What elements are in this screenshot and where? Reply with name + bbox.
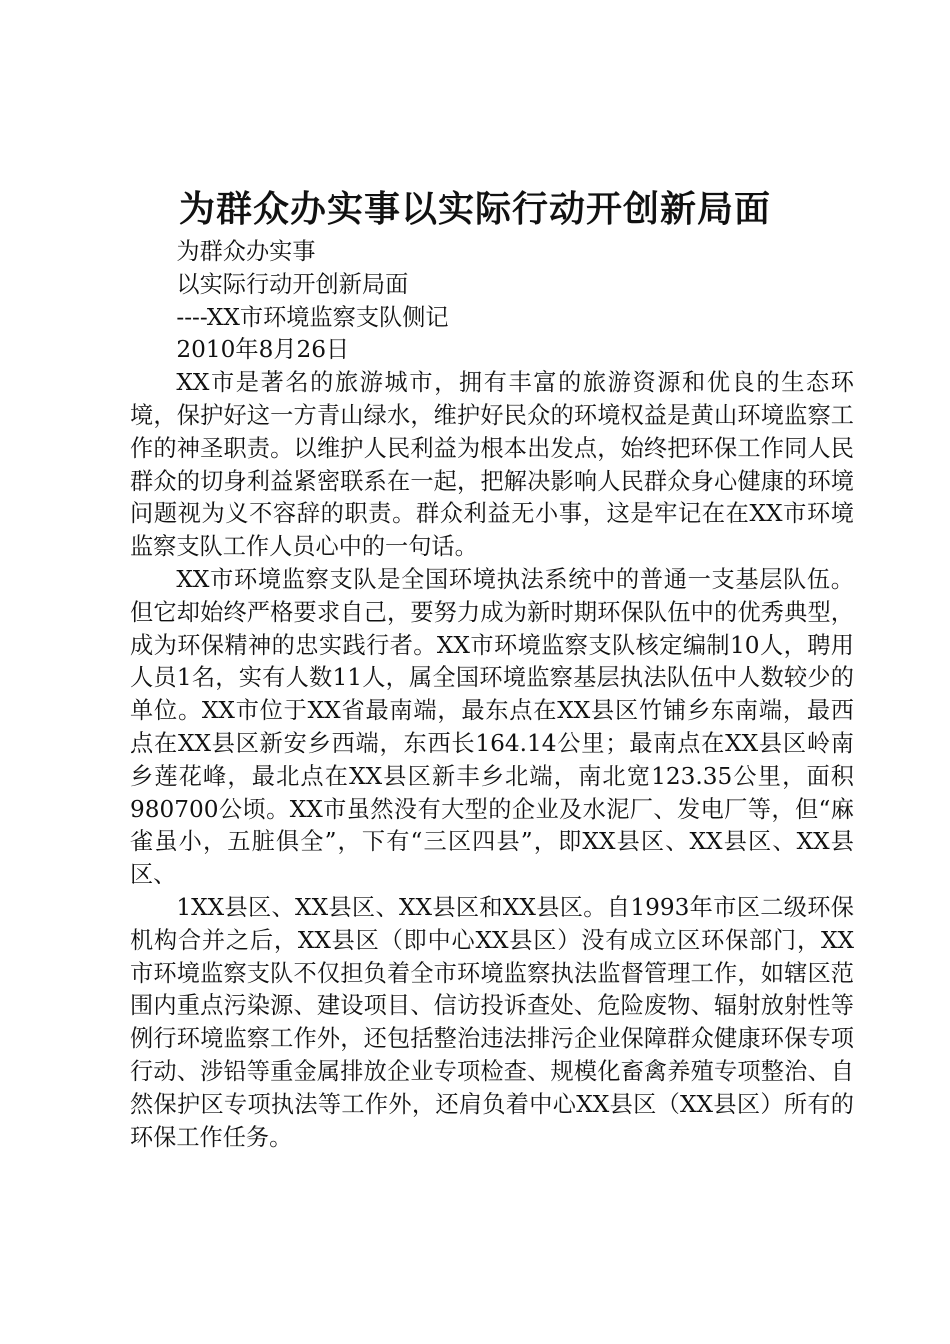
paragraph: XX市环境监察支队是全国环境执法系统中的普通一支基层队伍。但它却始终严格要求自己，要努力成为新时期环保队伍中的优秀典型，成为环保精神的忠实践行者。XX市环境监察支队核定编制10人，聘用人员1名，实有人数11人，属全国环境监察基层执法队伍中人数较少的单位。XX市位于XX省最南端，最东点在XX县区竹铺乡东南端，最西点在XX县区新安乡西端，东西长164.14公里；最南点在XX县区岭南乡莲花峰，最北点在XX县区新丰乡北端，南北宽123.35公里，面积980700公顷。XX市虽然没有大型的企业及水泥厂、发电厂等，但“麻雀虽小，五脏俱全”，下有“三区四县”，即XX县区、XX县区、XX县区、	[130, 565, 854, 889]
byline: ----XX市环境监察支队侧记	[176, 303, 449, 331]
subtitle-line: 为群众办实事	[176, 238, 316, 265]
paragraph: 1XX县区、XX县区、XX县区和XX县区。自1993年市区二级环保机构合并之后，XX县区（即中心XX县区）没有成立区环保部门，XX市环境监察支队不仅担负着全市环境监察执法监督管理工作，如辖区范围内重点污染源、建设项目、信访投诉查处、危险废物、辐射放射性等例行环境监察工作外，还包括整治违法排污企业保障群众健康环保专项行动、涉铅等重金属排放企业专项检查、规模化畜禽养殖专项整治、自然保护区专项执法等工作外，还肩负着中心XX县区（XX县区）所有的环保工作任务。	[130, 893, 854, 1151]
date-line: 2010年8月26日	[176, 336, 350, 364]
paragraph: XX市是著名的旅游城市，拥有丰富的旅游资源和优良的生态环境，保护好这一方青山绿水，维护好民众的环境权益是黄山环境监察工作的神圣职责。以维护人民利益为根本出发点，始终把环保工作同人民群众的切身利益紧密联系在一起，把解决影响人民群众身心健康的环境问题视为义不容辞的职责。群众利益无小事，这是牢记在在XX市环境监察支队工作人员心中的一句话。	[130, 369, 854, 561]
document-body	[130, 236, 854, 1154]
subtitle-line: 以实际行动开创新局面	[176, 270, 409, 298]
document-title: 为群众办实事以实际行动开创新局面	[178, 188, 771, 230]
